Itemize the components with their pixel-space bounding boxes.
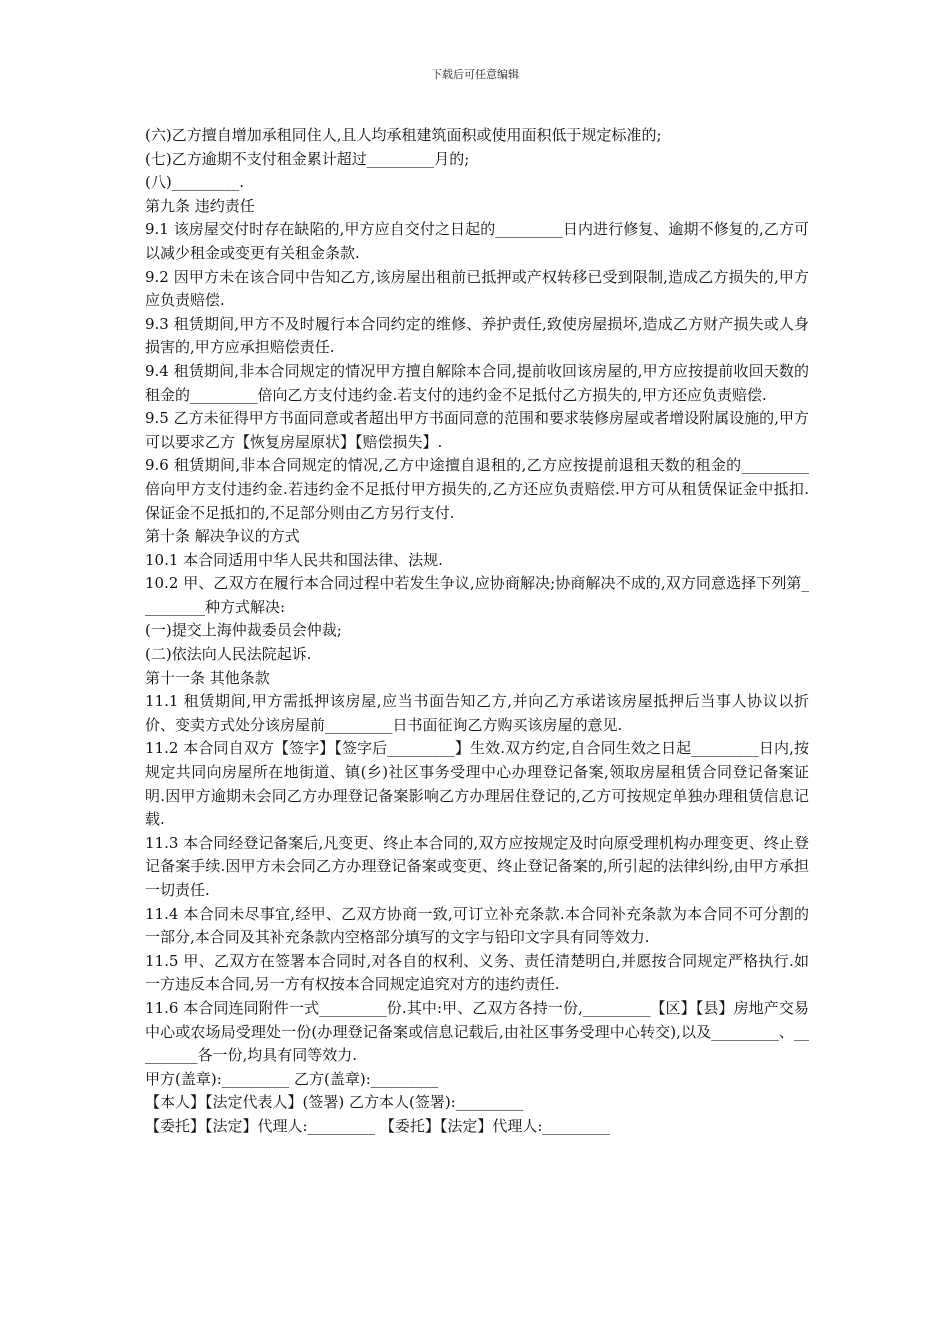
signature-line: 【委托】【法定】代理人:_________ 【委托】【法定】代理人:_________	[145, 1116, 610, 1135]
signature-line: 甲方(盖章):_________ 乙方(盖章):_________	[145, 1069, 439, 1088]
clause-10-2: 10.2 甲、乙双方在履行本合同过程中若发生争议,应协商解决;协商解决不成的,双方同意选择下列第_________种方式解决:	[145, 574, 809, 616]
clause-9-3: 9.3 租赁期间,甲方不及时履行本合同约定的维修、养护责任,致使房屋损坏,造成乙方财产损失或人身损害的,甲方应承担赔偿责任.	[145, 314, 809, 357]
clause-9-5: 9.5 乙方未征得甲方书面同意或者超出甲方书面同意的范围和要求装修房屋或者增设附属设施的,甲方可以要求乙方【恢复房屋原状】【赔偿损失】.	[145, 409, 809, 451]
section-heading: 第十条 解决争议的方式	[145, 527, 300, 546]
section-heading: 第十一条 其他条款	[145, 668, 270, 687]
clause-10-1: 10.1 本合同适用中华人民共和国法律、法规.	[145, 550, 443, 569]
clause-11-4: 11.4 本合同未尽事宜,经甲、乙双方协商一致,可订立补充条款.本合同补充条款为本合同不可分割的一部分,本合同及其补充条款内空格部分填写的文字与铅印文字具有同等效力.	[145, 904, 809, 947]
clause-11-2: 11.2 本合同自双方【签字】【签字后_________】生效.双方约定,自合同生效之日起_________日内,按规定共同向房屋所在地街道、镇(乡)社区事务受理中心办理登记备案,领取房屋租赁合同登记备案证明.因甲方逾期未会同乙方办理登记备案影响乙方办理居住登记的,乙方可按规定单独办理租赁信息记载.	[145, 739, 809, 829]
clause-item: (八)_________.	[145, 173, 244, 192]
clause-9-4: 9.4 租赁期间,非本合同规定的情况甲方擅自解除本合同,提前收回该房屋的,甲方应按提前收回天数的租金的_________倍向乙方支付违约金.若支付的违约金不足抵付乙方损失的,甲方还应负责赔偿.	[145, 361, 809, 404]
signature-line: 【本人】【法定代表人】(签署) 乙方本人(签署):_________	[145, 1093, 524, 1112]
clause-item: (一)提交上海仲裁委员会仲裁;	[145, 621, 342, 640]
clause-9-2: 9.2 因甲方未在该合同中告知乙方,该房屋出租前已抵押或产权转移已受到限制,造成乙方损失的,甲方应负责赔偿.	[145, 267, 809, 310]
document-body	[145, 124, 809, 1139]
page-header: 下载后可任意编辑	[431, 68, 519, 81]
clause-9-6: 9.6 租赁期间,非本合同规定的情况,乙方中途擅自退租的,乙方应按提前退租天数的租金的_________倍向甲方支付违约金.若违约金不足抵付甲方损失的,乙方还应负责赔偿.甲方可从租赁保证金中抵扣.保证金不足抵扣的,不足部分则由乙方另行支付.	[145, 456, 809, 522]
clause-9-1: 9.1 该房屋交付时存在缺陷的,甲方应自交付之日起的_________日内进行修复、逾期不修复的,乙方可以减少租金或变更有关租金条款.	[145, 220, 809, 262]
section-heading: 第九条 违约责任	[145, 196, 255, 215]
clause-11-6: 11.6 本合同连同附件一式_________份.其中:甲、乙双方各持一份,_________【区】【县】房地产交易中心或农场局受理处一份(办理登记备案或信息记载后,由社区事务受理中心转交),以及_________、_________各一份,均具有同等效力.	[145, 998, 809, 1065]
clause-11-1: 11.1 租赁期间,甲方需抵押该房屋,应当书面告知乙方,并向乙方承诺该房屋抵押后当事人协议以折价、变卖方式处分该房屋前_________日书面征询乙方购买该房屋的意见.	[145, 692, 809, 734]
clause-item: (七)乙方逾期不支付租金累计超过_________月的;	[145, 149, 470, 168]
clause-11-3: 11.3 本合同经登记备案后,凡变更、终止本合同的,双方应按规定及时向原受理机构办理变更、终止登记备案手续.因甲方未会同乙方办理登记备案或变更、终止登记备案的,所引起的法律纠纷,由甲方承担一切责任.	[145, 833, 809, 899]
clause-11-5: 11.5 甲、乙双方在签署本合同时,对各自的权利、义务、责任清楚明白,并愿按合同规定严格执行.如一方违反本合同,另一方有权按本合同规定追究对方的违约责任.	[145, 951, 809, 994]
clause-item: (六)乙方擅自增加承租同住人,且人均承租建筑面积或使用面积低于规定标准的;	[145, 126, 662, 144]
clause-item: (二)依法向人民法院起诉.	[145, 645, 312, 664]
